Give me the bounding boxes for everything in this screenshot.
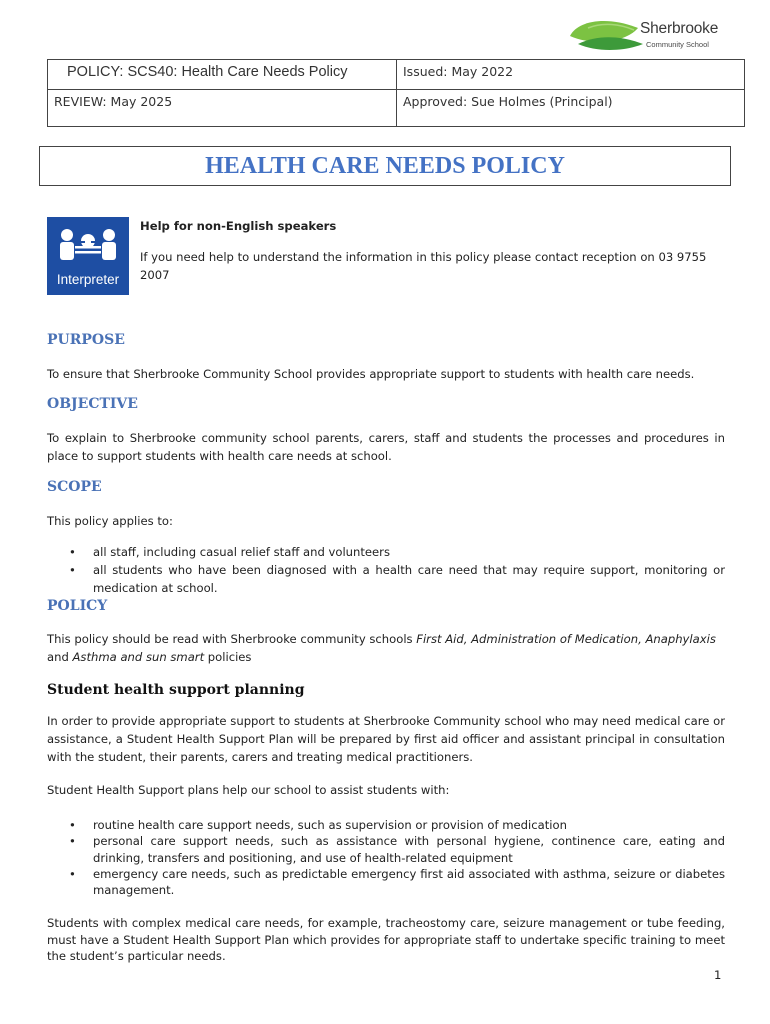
page-number: 1	[714, 968, 722, 982]
policy-related-list: First Aid, Administration of Medication, Anaphylaxis	[416, 632, 716, 646]
objective-heading: OBJECTIVE	[47, 396, 138, 412]
interpreter-heading: Help for non-English speakers	[140, 219, 337, 233]
issued-date: Issued: May 2022	[403, 64, 514, 79]
issued-cell	[397, 60, 745, 90]
scope-heading: SCOPE	[47, 479, 102, 495]
policy-text-a: This policy should be read with Sherbrooke community schools	[47, 632, 417, 646]
list-item: • routine health care support needs, such as supervision or provision of medication	[47, 817, 725, 833]
scope-intro: This policy applies to:	[47, 514, 173, 528]
interpreter-text: If you need help to understand the information in this policy please contact reception on 03 9755 2007	[140, 250, 707, 282]
policy-heading: POLICY	[47, 598, 108, 614]
planning-paragraph-2: Student Health Support plans help our school to assist students with:	[47, 783, 450, 797]
list-item: • personal care support needs, such as assistance with personal hygiene, continence care, eating and drinking, transfers and positioning, and use of health-related equipment	[47, 833, 725, 866]
list-item: • all staff, including casual relief staff and volunteers	[47, 543, 725, 561]
people-icon	[47, 223, 129, 273]
objective-text: To explain to Sherbrooke community school parents, carers, staff and students the processes and procedures in place to support students with health care needs at school.	[47, 431, 725, 463]
policy-text	[47, 630, 725, 666]
interpreter-icon	[47, 217, 129, 295]
interpreter-label: Interpreter	[56, 272, 120, 287]
purpose-text: To ensure that Sherbrooke Community School provides appropriate support to students with health care needs.	[47, 367, 695, 381]
page-title: HEALTH CARE NEEDS POLICY	[205, 153, 565, 179]
policy-text-c: and	[47, 650, 73, 664]
list-item: • all students who have been diagnosed with a health care need that may require support, monitoring or medication at school.	[47, 561, 725, 597]
planning-heading: Student health support planning	[47, 682, 305, 698]
approved-by: Approved: Sue Holmes (Principal)	[403, 94, 613, 109]
title-box	[39, 146, 731, 186]
policy-related-asthma: Asthma and sun smart	[72, 650, 205, 664]
policy-code: POLICY: SCS40: Health Care Needs Policy	[67, 64, 348, 80]
planning-paragraph-1: In order to provide appropriate support to students at Sherbrooke Community school who may need medical care or assistance, a Student Health Support Plan will be prepared by first aid officer and assistant principal in consultation with the student, their parents, carers and treating medical practitioners.	[47, 714, 725, 764]
approved-cell	[397, 90, 745, 127]
policy-cell	[48, 60, 397, 90]
logo-name: Sherbrooke	[640, 20, 719, 37]
logo-subtitle: Community School	[646, 40, 709, 49]
list-item: • emergency care needs, such as predictable emergency first aid associated with asthma, seizure or diabetes management.	[47, 866, 725, 899]
school-logo	[568, 14, 730, 54]
review-date: REVIEW: May 2025	[54, 94, 173, 109]
policy-text-e: policies	[204, 650, 252, 664]
review-cell	[48, 90, 397, 127]
policy-info-table	[47, 59, 745, 127]
purpose-heading: PURPOSE	[47, 332, 125, 348]
scope-list	[47, 543, 725, 597]
planning-list	[47, 817, 725, 898]
planning-paragraph-3: Students with complex medical care needs, for example, tracheostomy care, seizure management or tube feeding, must have a Student Health Support Plan which provides for appropriate staff to undertake specific training to meet the student’s particular needs.	[47, 916, 725, 963]
